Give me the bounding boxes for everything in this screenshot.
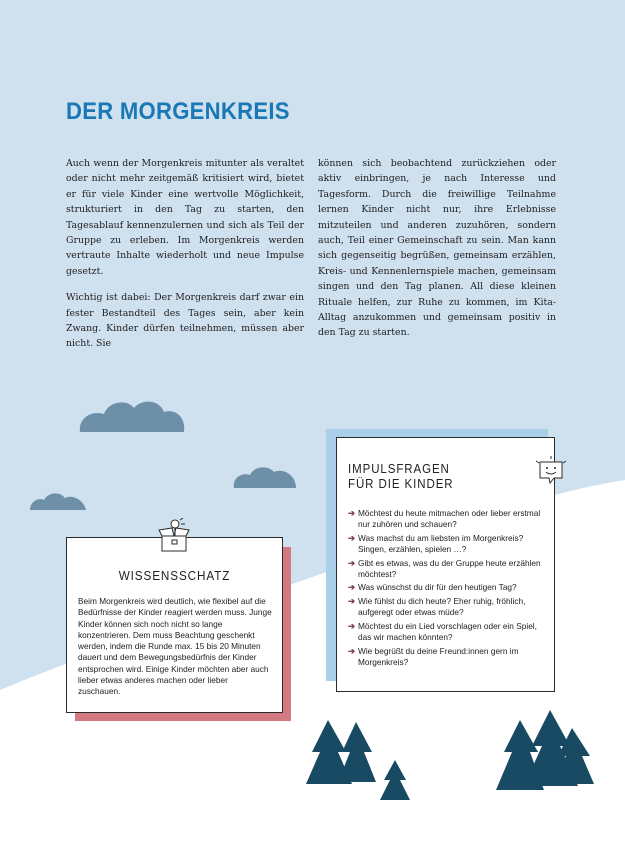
intro-paragraph: Wichtig ist dabei: Der Morgenkreis darf zwar ein fester Bestandteil des Tages sein, aber kein Zwang. Kinder dürfen teilnehmen, müssen aber nicht. Sie [66,292,304,350]
list-item: ➔ Möchtest du heute mitmachen oder lieber erstmal nur zuhören und schauen? [348,508,541,530]
arrow-right-icon: ➔ [348,595,355,606]
list-item: ➔ Möchtest du ein Lied vorschlagen oder ein Spiel, das wir machen könnten? [348,620,537,642]
impulsfragen-box [336,437,555,692]
arrow-right-icon: ➔ [348,620,355,631]
arrow-right-icon: ➔ [348,532,355,543]
list-item: ➔ Wie begrüßt du deine Freund:innen gern im Morgenkreis? [348,645,519,667]
intro-column-right [318,156,556,352]
list-item: ➔ Was machst du am liebsten im Morgenkreis? Singen, erzählen, spielen …? [348,532,524,554]
list-item: ➔ Was wünschst du dir für den heutigen Tag? [348,582,517,593]
wissensschatz-title: WISSENSSCHATZ [118,568,231,583]
intro-paragraph: können sich beobachtend zurückziehen oder aktiv einbringen, je nach Interesse und Tagesform. Durch die freiwillige Teilnahme lernen Kinder nicht nur, ihre Erlebnisse mitzuteilen und anderen zuzuhören, sondern auch, Teil einer Gemeinschaft zu sein. Man kann sich gegenseitig begrüßen, gemeinsam erzählen, Kreis- und Kennenlernspiele machen, gemeinsam singen und den Tag planen. All diese kleinen Rituale helfen, zur Ruhe zu kommen, im Kita-Alltag anzukommen und gemeinsam positiv in den Tag zu starten. [318,158,556,339]
impulsfragen-title [348,462,454,492]
arrow-right-icon: ➔ [348,582,355,593]
page-title: DER MORGENKREIS [66,98,290,125]
arrow-right-icon: ➔ [348,508,355,518]
intro-column-left [66,156,304,363]
arrow-right-icon: ➔ [348,557,355,568]
cloud-icon [30,493,86,510]
wissensschatz-box [66,537,283,713]
arrow-right-icon: ➔ [348,645,355,656]
list-item: ➔ Wie fühlst du dich heute? Eher ruhig, fröhlich, aufgeregt oder etwas müde? [348,595,526,618]
cloud-icon [234,467,296,488]
impulsfragen-list [348,508,546,670]
wissensschatz-text: Beim Morgenkreis wird deutlich, wie flexibel auf die Bedürfnisse der Kinder reagiert werden muss. Junge Kinder können sich noch nicht so lange konzentrieren. Dem muss Beachtung geschenkt werden, indem die Runde max. 15 bis 20 Minuten dauert und dem Bewegungsbedürfnis der Kinder entsprochen wird. Einige Kinder möchten aber auch lieber etwas anderes machen oder lieber zuschauen. [78,596,272,697]
speech-bubble-smiley-icon [534,456,568,486]
treasure-chest-icon [158,518,192,554]
impulsfragen-title-line2: FÜR DIE KINDER [348,477,454,491]
intro-paragraph: Auch wenn der Morgenkreis mitunter als veraltet oder nicht mehr zeitgemäß kritisiert wird, bietet er für viele Kinder eine wertvolle Möglichkeit, strukturiert in den Tag zu starten, den Tagesablauf kennenzulernen und sich als Teil der Gruppe zu erleben. Im Morgenkreis werden vertraute Inhalte wiederholt und neue Impulse gesetzt. [66,158,304,277]
list-item: ➔ Gibt es etwas, was du der Gruppe heute erzählen möchtest? [348,557,541,579]
cloud-icon [80,402,184,432]
impulsfragen-title-line1: IMPULSFRAGEN [348,462,450,476]
